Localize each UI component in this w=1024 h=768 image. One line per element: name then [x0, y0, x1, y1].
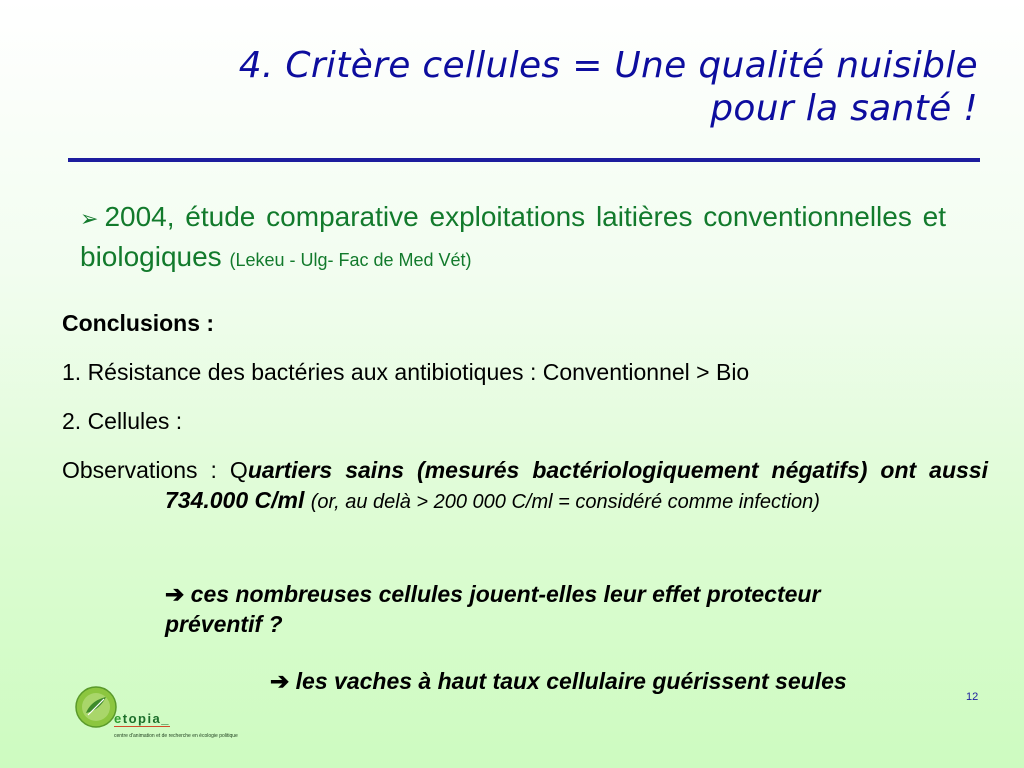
conclusion-1-text: ces nombreuses cellules jouent-elles leur effet protecteur préventif ?	[165, 581, 821, 637]
lead-source: (Lekeu - Ulg- Fac de Med Vét)	[229, 250, 472, 270]
conclusion-2	[270, 666, 990, 696]
slide-title	[78, 44, 978, 130]
observations-bold: uartiers sains (mesurés bactériologiquement négatifs) ont aussi 734.000 C/ml	[165, 457, 988, 513]
etopia-tagline: centre d'animation et de recherche en écologie politique	[114, 733, 238, 739]
etopia-logo	[74, 685, 294, 745]
etopia-name: etopia_	[114, 711, 171, 726]
conclusion-2-text: les vaches à haut taux cellulaire guérissent seules	[295, 668, 847, 694]
title-line-1: 4. Critère cellules = Une qualité nuisible	[238, 45, 978, 86]
lead-paragraph	[80, 198, 946, 279]
lead-text: 2004, étude comparative exploitations laitières conventionnelles et biologiques	[80, 201, 946, 272]
conclusions-heading: Conclusions :	[62, 310, 215, 336]
page-number: 12	[966, 691, 979, 703]
conclusion-1	[165, 579, 865, 639]
observations-note: (or, au delà > 200 000 C/ml = considéré comme infection)	[310, 491, 820, 513]
point-1: 1. Résistance des bactéries aux antibiotiques : Conventionnel > Bio	[62, 359, 750, 385]
title-underline	[68, 158, 980, 162]
right-arrow-icon: ➔	[165, 581, 185, 607]
point-2: 2. Cellules :	[62, 408, 183, 434]
right-arrow-icon: ➔	[270, 668, 290, 694]
observations-paragraph	[62, 455, 988, 517]
title-line-2: pour la santé !	[710, 88, 978, 129]
arrowhead-bullet-icon: ➢	[80, 206, 99, 231]
etopia-leaf-logo-icon	[74, 685, 118, 729]
slide-body	[62, 308, 988, 517]
observations-label: Observations : Q	[62, 457, 248, 483]
